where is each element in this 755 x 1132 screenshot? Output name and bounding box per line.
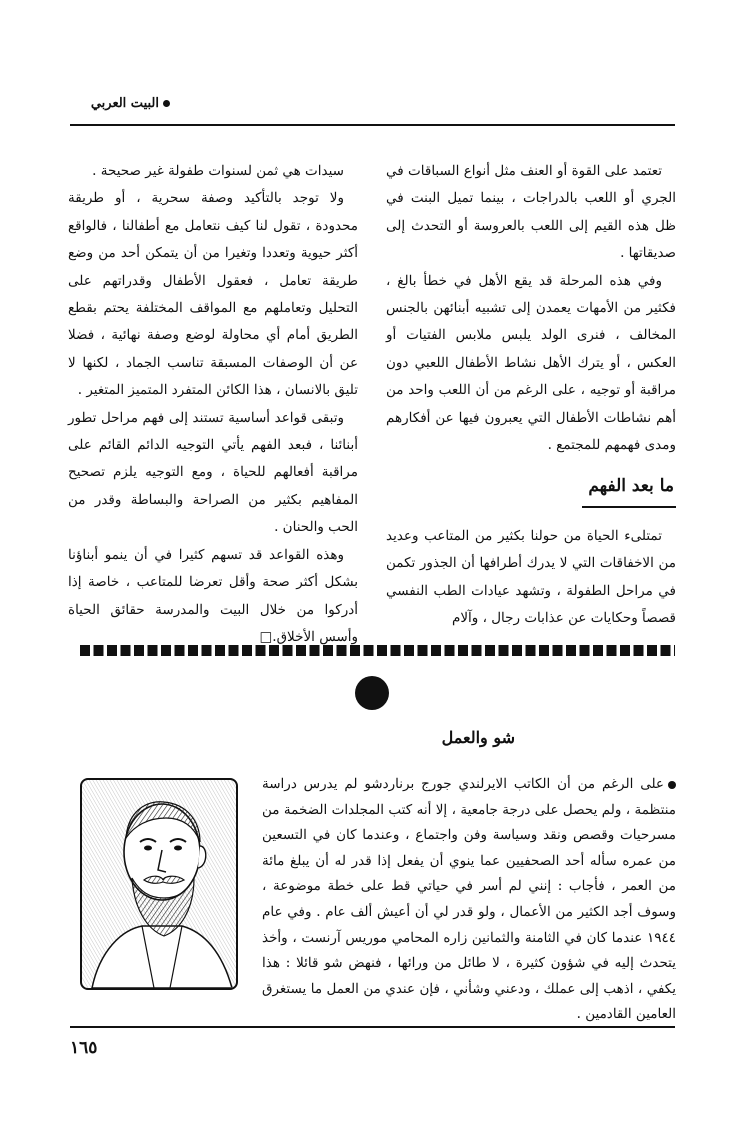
article-title: شو والعمل — [441, 728, 515, 747]
section-heading-text: ما بعد الفهم — [582, 473, 676, 507]
article-body-text: على الرغم من أن الكاتب الايرلندي جورج برناردشو لم يدرس دراسة منتظمة ، ولم يحصل على درجة جامعية ، إلا أنه كتب المجلدات الضخمة من مسرحيات وقصص ونقد وسياسة وفن واجتماع ، وعندما كان في التسعين من عمره سأله أحد الصحفيين عما ينوي أن يفعل إذا قدر له أن يبلغ مائة من العمر ، فأجاب : إنني لم أسر في حياتي قط على خطة موضوعة ، وسوف أجد الكثير من الأعمال ، ولو قدر لي أن أعيش ألف عام . وفي عام ١٩٤٤ عندما كان في الثامنة والثمانين زاره المحامي موريس آرنست ، وأخذ يتحدث إليه في شؤون كثيرة ، لا طائل من ورائها ، فنهض شو قائلا : هذا يكفي ، اذهب إلى عملك ، ودعني وشأني ، فإن عندي من العمل ما يستغرق العامين القادمين . — [262, 776, 676, 1023]
paragraph: سيدات هي ثمن لسنوات طفولة غير صحيحة . — [92, 163, 344, 179]
left-column — [68, 158, 358, 651]
section-heading — [386, 473, 676, 512]
section-divider — [80, 645, 675, 656]
portrait-illustration — [80, 778, 238, 990]
bullet-icon — [668, 781, 676, 789]
header-rule — [70, 124, 675, 126]
page-number: ١٦٥ — [70, 1038, 98, 1058]
paragraph: ولا توجد بالتأكيد وصفة سحرية ، أو طريقة محدودة ، تقول لنا كيف نتعامل مع أطفالنا ، فالواقع أكثر حيوية وتعددا وتغيرا من أن يتمكن أحد من وضع طريقة تعامل ، فعقول الأطفال وقدراتهم على التحليل وتعاملهم مع المواقف المختلفة يحتم بقطع الطريق أمام أي محاولة لوضع وصفة نهائية ، فضلا عن أن الوصفات المسبقة تناسب الجماد ، لكنها لا تليق بالانسان ، هذا الكائن المتفرد المتميز المتغير . — [68, 190, 358, 399]
paragraph: وفي هذه المرحلة قد يقع الأهل في خطأ بالغ ، فكثير من الأمهات يعمدن إلى تشبيه أبنائهن بالجنس المخالف ، فنرى الولد يلبس ملابس الفتيات أو العكس ، أو يترك الأهل نشاط الأطفال اللعبي دون مراقبة أو توجيه ، على الرغم من أن اللعب واحد من أهم نشاطات الأطفال التي يعبرون فيها عن أفكارهم ومدى فهمهم للمجتمع . — [386, 272, 676, 454]
magazine-section-label — [60, 94, 170, 114]
decorative-disc-icon — [355, 676, 389, 710]
paragraph: تعتمد على القوة أو العنف مثل أنواع السباقات في الجري أو اللعب بالدراجات ، بينما تميل البنت في ظل هذه القيم إلى اللعب بالعروسة أو التحدث إلى صديقاتها . — [386, 163, 676, 262]
paragraph: تمتلىء الحياة من حولنا بكثير من المتاعب وعديد من الاخفاقات التي لا يدرك أطرافها أن الجذور تكمن في مراحل الطفولة ، وتشهد عيادات الطب النفسي قصصاً وحكايات عن عذابات رجال ، وآلام — [386, 527, 676, 627]
article-body — [262, 772, 676, 1028]
paragraph: وهذه القواعد قد تسهم كثيرا في أن ينمو أبناؤنا بشكل أكثر صحة وأقل تعرضا للمتاعب ، خاصة إذا أدركوا من خلال البيت والمدرسة حقائق الحياة وأسس الأخلاق.□ — [68, 546, 358, 645]
bullet-icon — [163, 100, 170, 107]
paragraph: وتبقى قواعد أساسية تستند إلى فهم مراحل تطور أبنائنا ، فبعد الفهم يأتي التوجيه الدائم القائم على مراقبة أفعالهم للحياة ، ومع التوجيه يلزم تصحيح المفاهيم بكثير من الصراحة والبساطة وقدر من الحب والحنان . — [68, 409, 358, 536]
footer-rule — [70, 1026, 675, 1028]
right-column — [386, 158, 676, 633]
header-label-text: البيت العربي — [90, 96, 159, 111]
bernard-shaw-sketch-icon — [82, 780, 236, 988]
